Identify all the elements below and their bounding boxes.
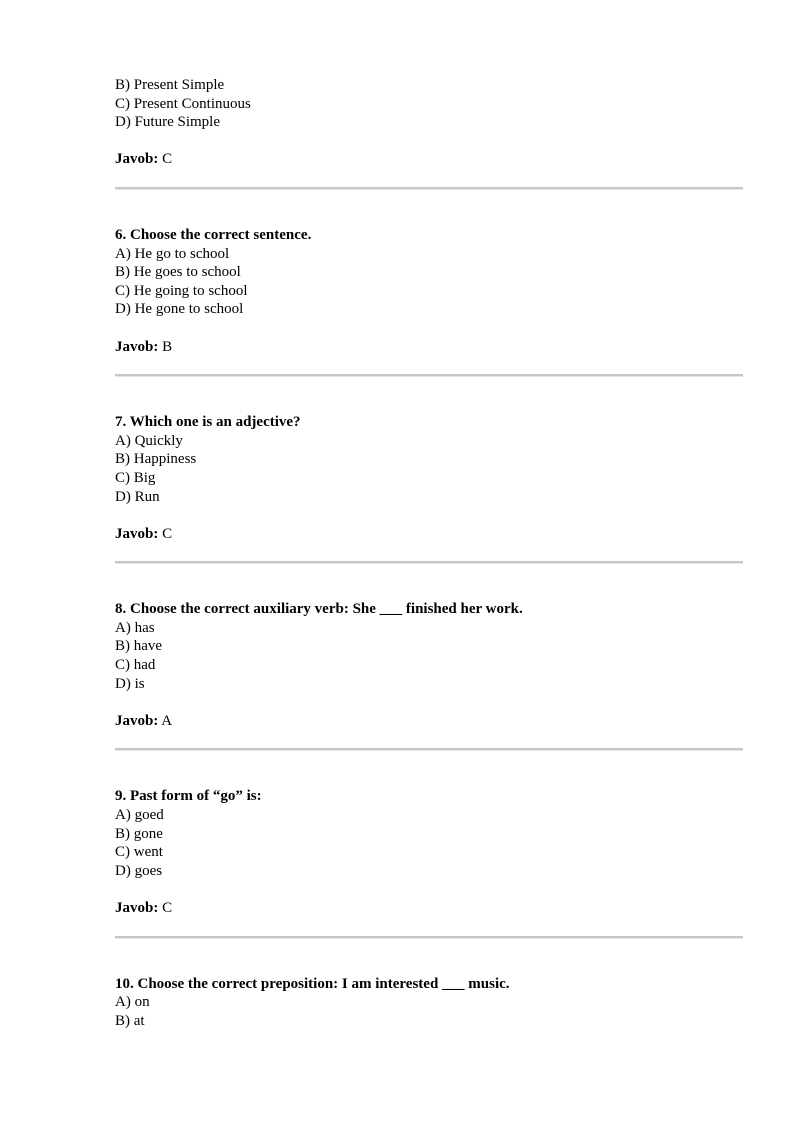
option: A) Quickly — [115, 432, 183, 449]
option: D) Run — [115, 488, 160, 505]
question-text: 7. Which one is an adjective? — [115, 414, 301, 431]
option: D) Future Simple — [115, 114, 220, 131]
option: B) have — [115, 638, 163, 655]
question-block-6 — [115, 226, 745, 377]
option: C) Big — [115, 469, 156, 486]
option: B) Present Simple — [115, 77, 225, 93]
answer-line — [115, 525, 745, 544]
answer-line — [115, 338, 745, 357]
answer-label: Javob: — [115, 900, 159, 916]
answer-line — [115, 150, 745, 169]
answer-label: Javob: — [115, 151, 159, 168]
question-block-5 — [115, 76, 745, 190]
question-text: 9. Past form of “go” is: — [115, 788, 262, 805]
option: B) at — [115, 1012, 145, 1029]
option: D) is — [115, 675, 145, 692]
option: C) went — [115, 844, 163, 861]
option: C) He going to school — [115, 282, 248, 299]
option: A) on — [115, 994, 150, 1011]
option: A) goed — [115, 807, 164, 824]
option: B) Happiness — [115, 451, 197, 468]
option: C) Present Continuous — [115, 95, 251, 112]
option: D) He gone to school — [115, 301, 244, 318]
question-block-10 — [115, 975, 745, 1031]
option: B) He goes to school — [115, 264, 241, 281]
answer-value: B — [158, 338, 173, 355]
option: A) He go to school — [115, 245, 230, 262]
question-block-9 — [115, 787, 745, 938]
answer-value: C — [158, 151, 173, 168]
question-text: 6. Choose the correct sentence. — [115, 226, 312, 243]
answer-label: Javob: — [115, 338, 159, 355]
answer-label: Javob: — [115, 712, 159, 729]
question-text: 8. Choose the correct auxiliary verb: She ___ finished her work. — [115, 601, 523, 618]
question-block-7 — [115, 413, 745, 564]
question-block-8 — [115, 600, 745, 751]
answer-value: C — [158, 900, 173, 916]
quiz-content — [115, 76, 745, 1030]
answer-value: A — [158, 712, 173, 729]
option: C) had — [115, 657, 156, 674]
answer-value: C — [158, 525, 173, 542]
option: D) goes — [115, 862, 163, 879]
question-text: 10. Choose the correct preposition: I am interested ___ music. — [115, 975, 510, 992]
answer-line — [115, 899, 745, 918]
answer-line — [115, 712, 745, 731]
option: A) has — [115, 619, 155, 636]
option: B) gone — [115, 825, 163, 842]
answer-label: Javob: — [115, 525, 159, 542]
